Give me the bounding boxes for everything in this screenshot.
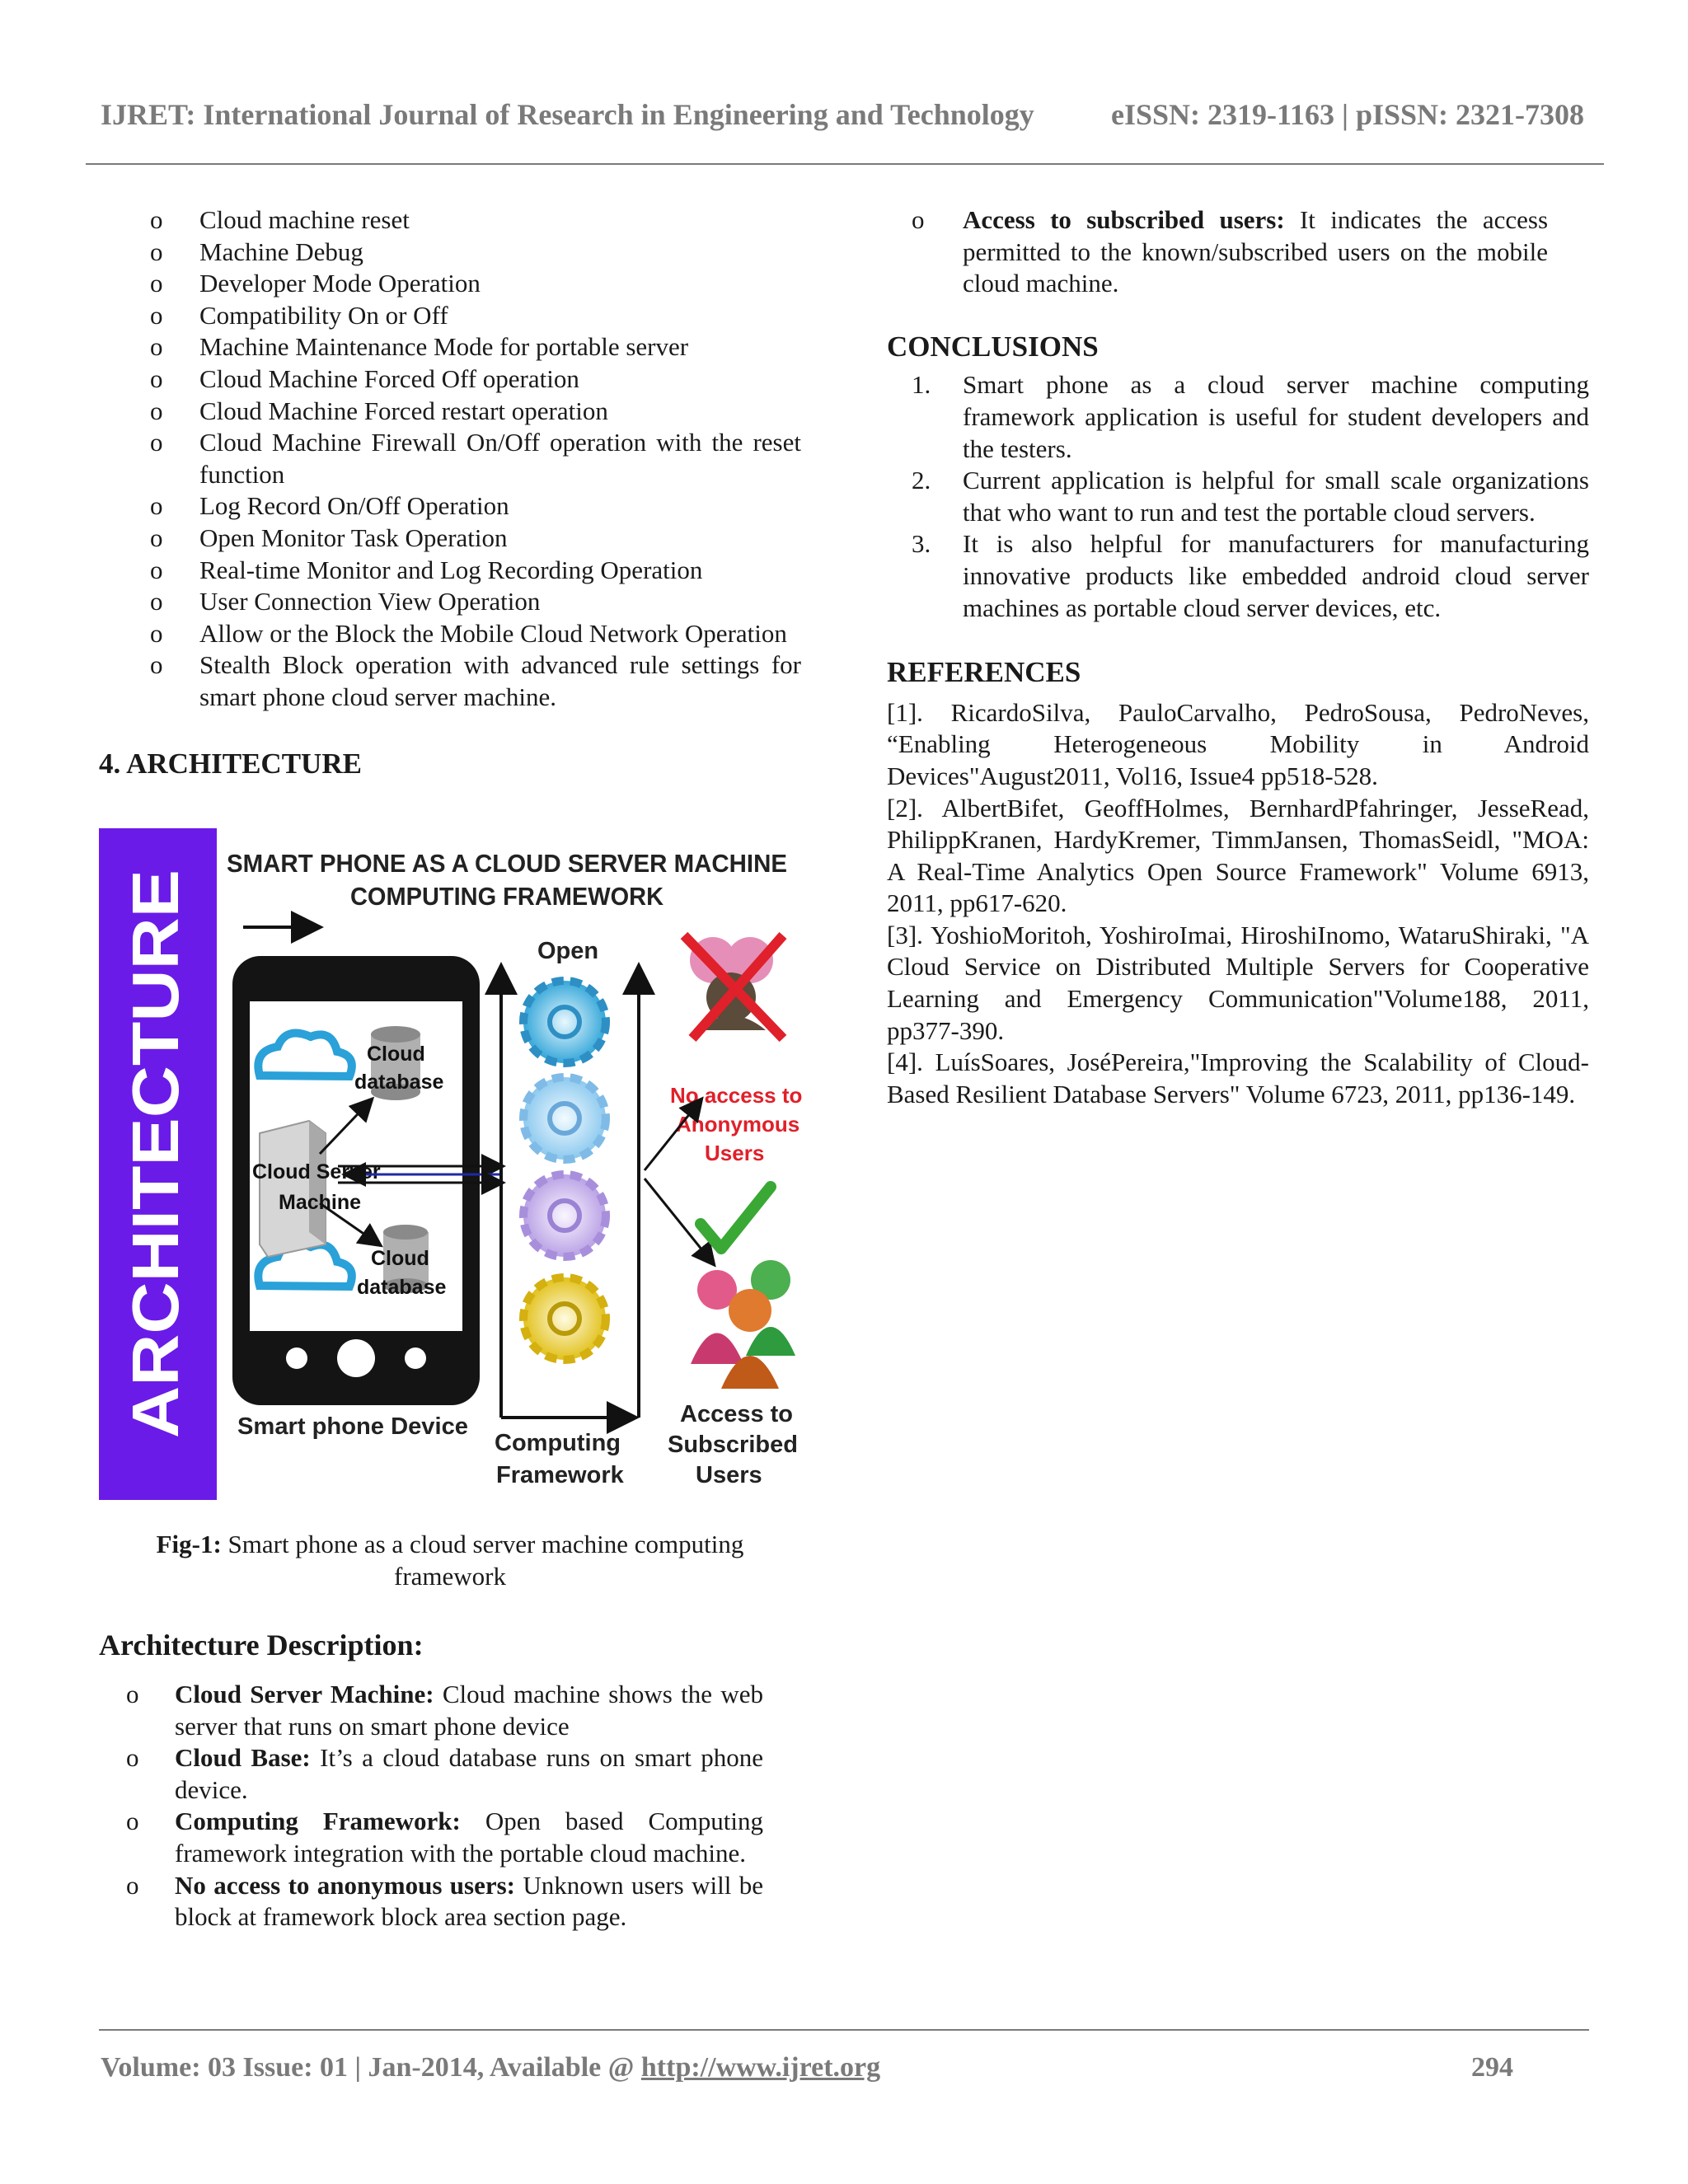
list-item: o Machine Debug — [150, 237, 363, 266]
caption-text: Smart phone as a cloud server machine computing framework — [221, 1530, 744, 1591]
conclusions-heading: CONCLUSIONS — [887, 330, 1099, 363]
list-item: o Cloud Machine Forced restart operation — [150, 396, 608, 425]
cloud-database-label: Cloud — [371, 1247, 429, 1270]
access-label: Access to — [680, 1401, 794, 1427]
computing-label: Computing — [495, 1430, 621, 1456]
open-label: Open — [537, 938, 599, 964]
list-item: o Cloud Machine Firewall On/Off operation with the reset function — [150, 428, 801, 489]
footer-volume: Volume: 03 Issue: 01 | Jan-2014, Available @ http://www.ijret.org — [101, 2052, 881, 2083]
no-access-label: No access to — [670, 1083, 803, 1108]
list-item: o Computing Framework: Open based Computing framework integration with the portable cloud machine. — [126, 1807, 764, 1868]
computing-label: Framework — [496, 1462, 624, 1488]
journal-link[interactable]: http://www.ijret.org — [640, 2052, 881, 2083]
reference-item: [3]. YoshioMoritoh, YoshiroImai, HiroshiInomo, WataruShiraki, "A Cloud Service on Distributed Multiple Servers for Cooperative Learning and Emergency Communication"Volume188, 2011, pp377-390. — [887, 920, 1589, 1045]
reference-item: [1]. RicardoSilva, PauloCarvalho, PedroSousa, PedroNeves, “Enabling Heterogeneous Mobility in Android Devices"August2011, Vol16, Issue4 pp518-528. — [887, 697, 1589, 790]
phone-dot-right — [405, 1347, 426, 1369]
list-item: 3. It is also helpful for manufacturers for manufacturing innovative products like embedded android cloud server machines as portable cloud server devices, etc. — [912, 529, 1589, 622]
figure-title-line2: COMPUTING FRAMEWORK — [350, 882, 664, 911]
access-label: Subscribed — [668, 1432, 798, 1458]
page-footer — [101, 2052, 1513, 2083]
architecture-description-heading: Architecture Description: — [99, 1629, 424, 1661]
operations-list — [99, 204, 801, 714]
list-item: o No access to anonymous users: Unknown users will be block at framework block area section page. — [126, 1870, 763, 1932]
cloud-database-label: database — [357, 1276, 447, 1299]
list-item: o Cloud Server Machine: Cloud machine shows the web server that runs on smart phone device — [126, 1680, 763, 1741]
gear-icon — [523, 1077, 606, 1160]
list-item: o User Connection View Operation — [150, 587, 541, 616]
reference-item: [4]. LuísSoares, JoséPereira,"Improving the Scalability of Cloud-Based Resilient Database Servers" Volume 6723, 2011, pp136-149. — [887, 1047, 1589, 1108]
figure-caption — [99, 1529, 801, 1592]
list-item: o Real-time Monitor and Log Recording Operation — [150, 555, 703, 584]
list-item: o Log Record On/Off Operation — [150, 491, 509, 521]
gear-icon — [523, 1174, 606, 1257]
architecture-figure — [99, 828, 816, 1500]
conclusions-list — [887, 369, 1589, 624]
right-column — [887, 204, 1589, 1110]
reference-item: [2]. AlbertBifet, GeoffHolmes, BernhardPfahringer, JesseRead, PhilippKranen, HardyKremer, TimmJansen, ThomasSeidl, "MOA: A Real-Time Analytics Open Source Framework" Volume 6913, 2011, pp617-620. — [887, 793, 1589, 918]
gear-icon — [523, 1277, 606, 1360]
issn-info: eISSN: 2319-1163 | pISSN: 2321-7308 — [1111, 98, 1584, 131]
list-item: o Cloud machine reset — [150, 205, 410, 234]
architecture-description — [99, 1679, 763, 1933]
list-item: o Cloud Machine Forced Off operation — [150, 363, 579, 393]
description-list — [99, 1679, 763, 1933]
phone-home-button — [337, 1339, 375, 1377]
list-item: 1. Smart phone as a cloud server machine computing framework application is useful for student developers and the testers. — [912, 370, 1589, 463]
page-header — [101, 97, 1584, 132]
banner-label: ARCHITECTURE — [119, 917, 192, 1438]
gear-icon — [523, 981, 606, 1063]
cloud-database-label: Cloud — [367, 1043, 425, 1066]
list-item: 2. Current application is helpful for small scale organizations that who want to run and test the portable cloud servers. — [912, 466, 1589, 527]
list-item: o Allow or the Block the Mobile Cloud Network Operation — [150, 618, 787, 648]
access-label: Users — [696, 1462, 762, 1488]
list-item: o Developer Mode Operation — [150, 269, 481, 298]
list-item: o Open Monitor Task Operation — [150, 523, 508, 552]
access-list — [887, 204, 1548, 300]
server-label: Machine — [279, 1191, 362, 1214]
references-list — [887, 697, 1589, 1111]
figure-title-line1: SMART PHONE AS A CLOUD SERVER MACHINE — [227, 849, 787, 878]
list-item: o Cloud Base: It’s a cloud database runs on smart phone device. — [126, 1743, 763, 1804]
list-item: o Access to subscribed users: It indicates the access permitted to the known/subscribed users on the mobile cloud machine. — [912, 205, 1549, 298]
phone-label: Smart phone Device — [237, 1413, 468, 1440]
page-number: 294 — [1471, 2052, 1513, 2083]
caption-label: Fig-1: — [156, 1530, 222, 1558]
list-item: o Compatibility On or Off — [150, 300, 448, 330]
no-access-label: Users — [705, 1141, 765, 1165]
left-column — [99, 204, 801, 780]
phone-dot-left — [286, 1347, 307, 1369]
list-item: o Stealth Block operation with advanced rule settings for smart phone cloud server machine. — [150, 650, 801, 711]
journal-title: IJRET: International Journal of Research in Engineering and Technology — [101, 98, 1034, 131]
architecture-heading: 4. ARCHITECTURE — [99, 747, 362, 780]
cloud-database-label: database — [354, 1071, 444, 1094]
list-item: o Machine Maintenance Mode for portable server — [150, 332, 689, 362]
server-label: Cloud Server — [252, 1160, 381, 1183]
no-access-label: Anonymous — [676, 1112, 800, 1137]
references-heading: REFERENCES — [887, 656, 1081, 689]
subscribed-users-icon — [691, 1260, 795, 1389]
check-icon — [701, 1187, 771, 1249]
footer-divider — [99, 2029, 1589, 2031]
header-divider — [86, 163, 1604, 165]
server-icon — [260, 1121, 326, 1257]
